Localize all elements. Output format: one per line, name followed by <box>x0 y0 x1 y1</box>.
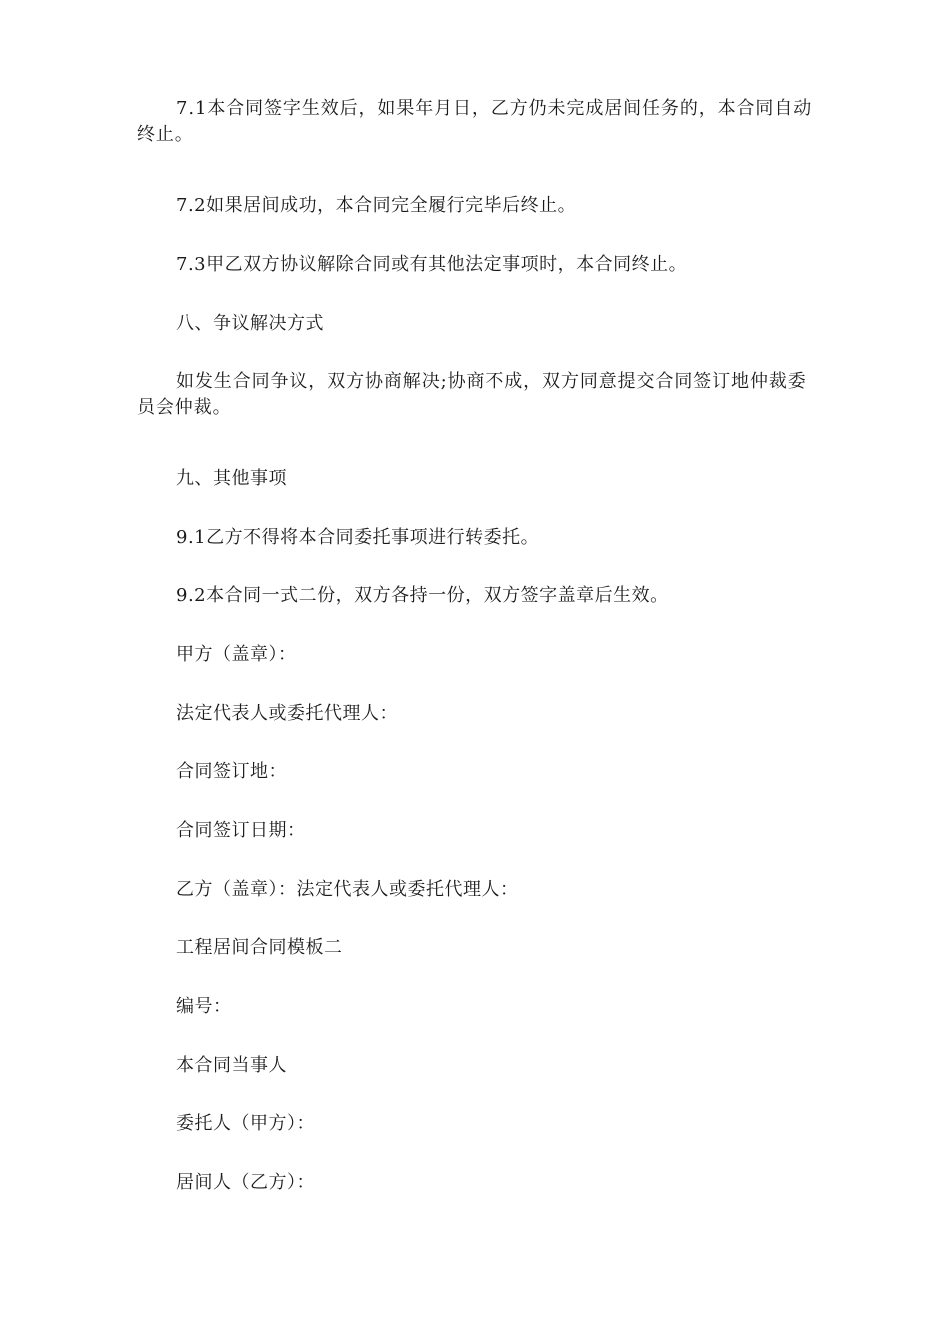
signing-place-line: 合同签订地： <box>176 761 287 782</box>
contract-number-line: 编号： <box>176 996 232 1017</box>
section-heading-8: 八、争议解决方式 <box>176 313 324 334</box>
broker-party-b-line: 居间人（乙方）： <box>176 1172 315 1193</box>
signing-date-line: 合同签订日期： <box>176 820 306 841</box>
template-two-title: 工程居间合同模板二 <box>176 937 343 958</box>
clause-9-2: 9.2本合同一式二份，双方各持一份，双方签字盖章后生效。 <box>176 585 669 606</box>
principal-party-a-line: 委托人（甲方）： <box>176 1113 315 1134</box>
clause-7-1: 7.1本合同签字生效后，如果年月日，乙方仍未完成居间任务的，本合同自动终止。 <box>137 98 813 145</box>
party-b-seal-line: 乙方（盖章）：法定代表人或委托代理人： <box>176 879 519 900</box>
dispute-resolution-text: 如发生合同争议，双方协商解决;协商不成，双方同意提交合同签订地仲裁委员会仲裁。 <box>137 371 807 418</box>
contract-parties-heading: 本合同当事人 <box>176 1055 287 1076</box>
clause-7-2: 7.2如果居间成功，本合同完全履行完毕后终止。 <box>176 195 577 216</box>
party-a-seal-line: 甲方（盖章）： <box>176 644 297 665</box>
clause-9-1: 9.1乙方不得将本合同委托事项进行转委托。 <box>176 527 540 548</box>
section-heading-9: 九、其他事项 <box>176 468 287 489</box>
clause-7-3: 7.3甲乙双方协议解除合同或有其他法定事项时，本合同终止。 <box>176 254 688 275</box>
legal-representative-line: 法定代表人或委托代理人： <box>176 703 398 724</box>
